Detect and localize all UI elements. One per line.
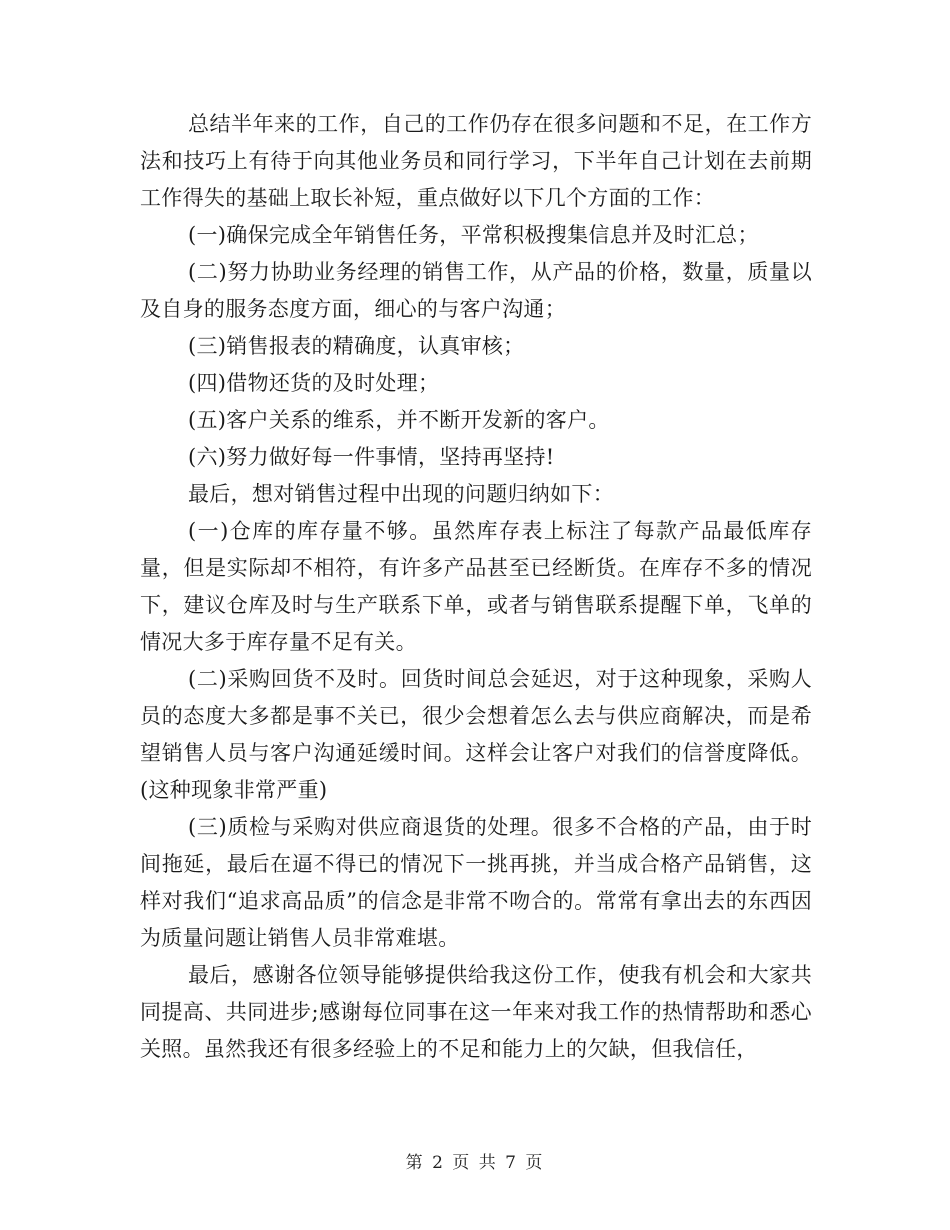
document-body (140, 106, 812, 1068)
page-number-footer: 第 2 页 共 7 页 (405, 1153, 545, 1173)
paragraph-thanks: 最后，感谢各位领导能够提供给我这份工作，使我有机会和大家共同提高、共同进步;感谢每位同事在这一年来对我工作的热情帮助和悉心关照。虽然我还有很多经验上的不足和能力上的欠缺，但我信任， (140, 963, 812, 1061)
paragraph-problem-2: (二)采购回货不及时。回货时间总会延迟，对于这种现象，采购人员的态度大多都是事不关已，很少会想着怎么去与供应商解决，而是希望销售人员与客户沟通延缓时间。这样会让客户对我们的信誉度降低。(这种现象非常严重) (140, 667, 812, 802)
paragraph-summary: 总结半年来的工作，自己的工作仍存在很多问题和不足，在工作方法和技巧上有待于向其他业务员和同行学习，下半年自己计划在去前期工作得失的基础上取长补短，重点做好以下几个方面的工作： (140, 112, 812, 210)
paragraph-plan-4: (四)借物还货的及时处理； (188, 371, 440, 395)
paragraph-plan-5: (五)客户关系的维系，并不断开发新的客户。 (188, 408, 610, 432)
paragraph-plan-2: (二)努力协助业务经理的销售工作，从产品的价格，数量，质量以及自身的服务态度方面，细心的与客户沟通； (140, 260, 812, 321)
paragraph-problem-3: (三)质检与采购对供应商退货的处理。很多不合格的产品，由于时间拖延，最后在逼不得已的情况下一挑再挑，并当成合格产品销售，这样对我们“追求高品质”的信念是非常不吻合的。常常有拿出去的东西因为质量问题让销售人员非常难堪。 (140, 815, 812, 950)
paragraph-plan-1: (一)确保完成全年销售任务，平常积极搜集信息并及时汇总； (188, 223, 759, 247)
paragraph-plan-6: (六)努力做好每一件事情，坚持再坚持! (188, 445, 555, 469)
paragraph-problem-1: (一)仓库的库存量不够。虽然库存表上标注了每款产品最低库存量，但是实际却不相符，有许多产品甚至已经断货。在库存不多的情况下，建议仓库及时与生产联系下单，或者与销售联系提醒下单，飞单的情况大多于库存量不足有关。 (140, 519, 812, 654)
paragraph-plan-3: (三)销售报表的精确度，认真审核； (188, 334, 525, 358)
paragraph-problems-intro: 最后，想对销售过程中出现的问题归纳如下： (188, 482, 614, 506)
